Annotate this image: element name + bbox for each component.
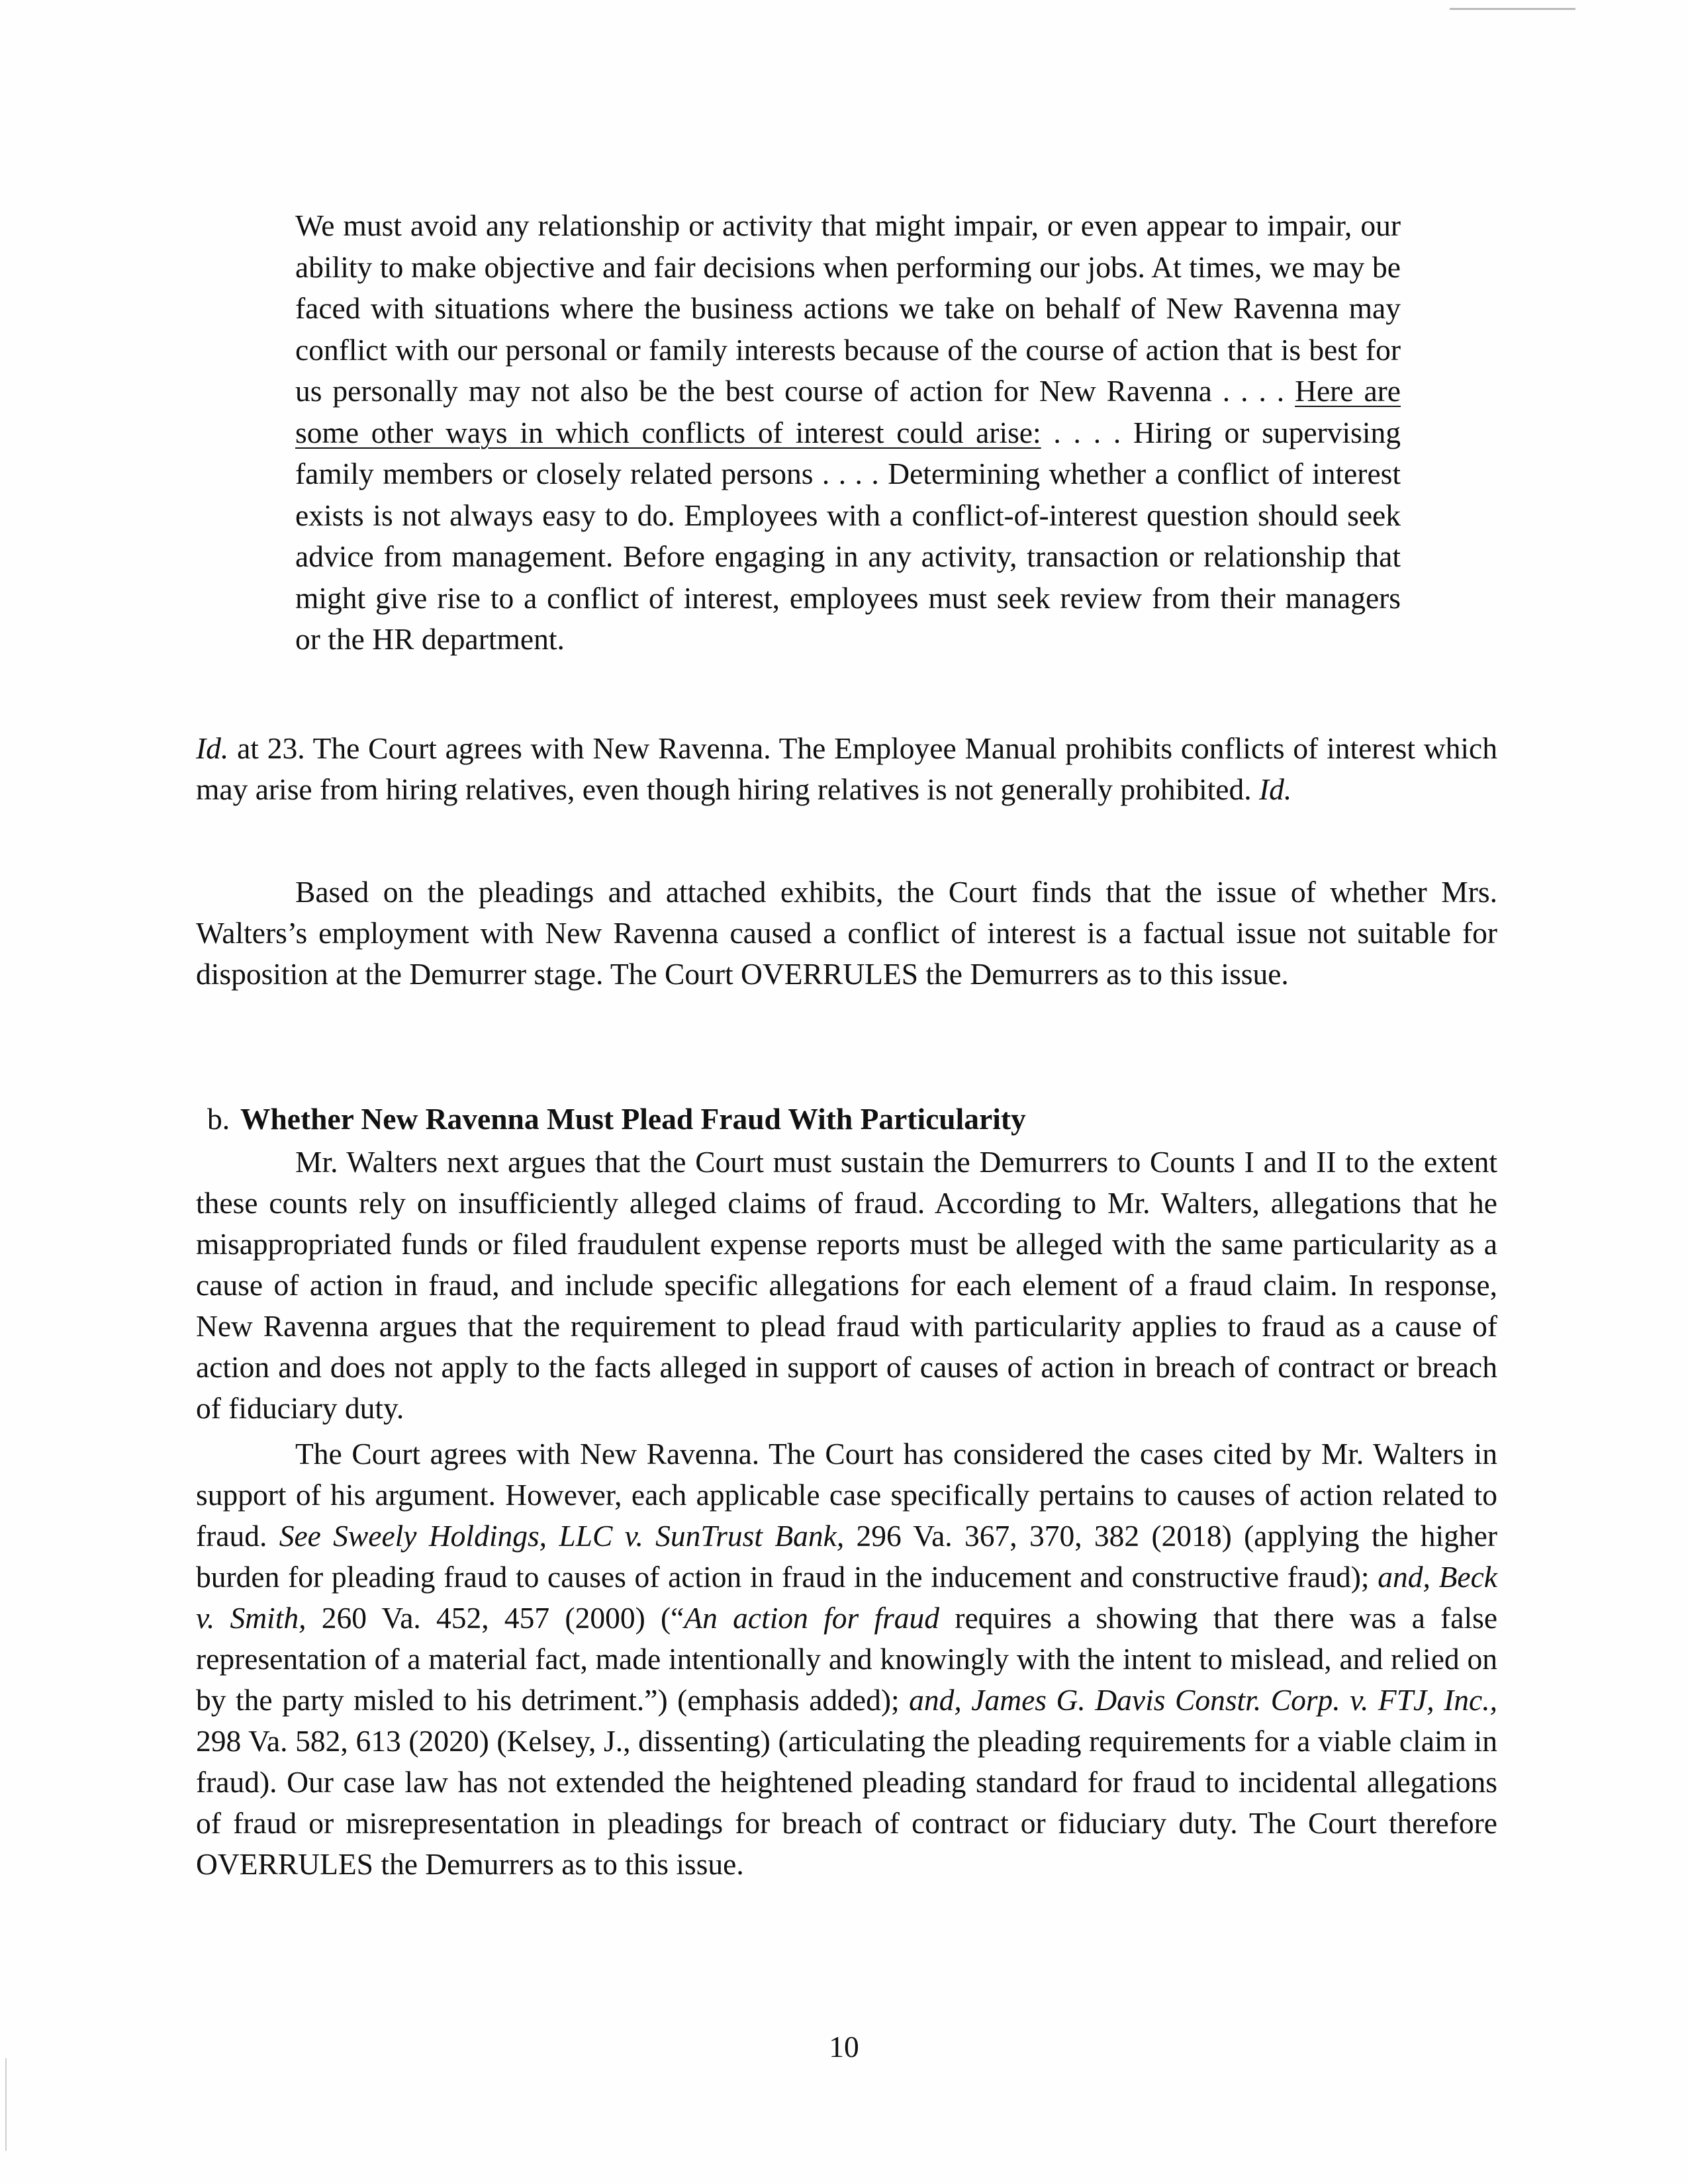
quote-text-part-2: . . . . Hiring or supervising family members or closely related persons . . . . Determining whether a conflict of interest exists is not always easy to do. Employees with a conflict-of-interest question should seek advice from management. Before engaging in any activity, transaction or relationship that might give rise to a conflict of interest, employees must seek review from their managers or the HR department. xyxy=(295,415,1401,656)
case-citation-beck: and, Beck v. Smith, xyxy=(196,1560,1497,1635)
paragraph-court-agrees xyxy=(196,1433,1497,1885)
court-text-1: The Court agrees with New Ravenna. The Court has considered the cases cited by Mr. Walters in support of his argument. However, each applicable case specifically pertains to causes of action related to fraud. xyxy=(196,1437,1497,1553)
page-number: 10 xyxy=(829,2030,859,2064)
court-text-3: 260 Va. 452, 457 (2000) (“ xyxy=(306,1601,684,1635)
case-citation-james-davis: and, James G. Davis Constr. Corp. v. FTJ, Inc., xyxy=(909,1683,1497,1717)
court-text-2: 296 Va. 367, 370, 382 (2018) (applying the higher burden for pleading fraud to causes of action in fraud in the inducement and constructive fraud); xyxy=(196,1519,1497,1594)
section-heading-b xyxy=(196,1099,1026,1140)
heading-number: b. xyxy=(207,1102,230,1136)
scan-artifact-top-line xyxy=(1450,8,1575,10)
case-citation-sweely: See Sweely Holdings, LLC v. SunTrust Bank, xyxy=(279,1519,845,1553)
quote-text-part-1: We must avoid any relationship or activity that might impair, or even appear to impair, our ability to make objective and fair decisions when performing our jobs. At times, we may be faced with situations where the business actions we take on behalf of New Ravenna may conflict with our personal or family interests because of the course of action that is best for us personally may not also be the best course of action for New Ravenna . . . . xyxy=(295,208,1401,408)
heading-title: Whether New Ravenna Must Plead Fraud With Particularity xyxy=(240,1102,1026,1136)
citation-id-end: Id. xyxy=(1258,772,1292,806)
quote-underlined-text: Here are some other ways in which conflicts of interest could arise: xyxy=(295,374,1401,449)
paragraph-pleadings: Based on the pleadings and attached exhibits, the Court finds that the issue of whether Mrs. Walters’s employment with New Ravenna caused a conflict of interest is a factual issue not suitable for disposition at the Demurrer stage. The Court OVERRULES the Demurrers as to this issue. xyxy=(196,875,1497,991)
scan-artifact-left-margin xyxy=(5,2058,7,2151)
paragraph-walters-argument: Mr. Walters next argues that the Court must sustain the Demurrers to Counts I and II to the extent these counts rely on insufficiently alleged claims of fraud. According to Mr. Walters, allegations that he misappropriated funds or filed fraudulent expense reports must be alleged with the same particularity as a cause of action in fraud, and include specific allegations for each element of a fraud claim. In response, New Ravenna argues that the requirement to plead fraud with particularity applies to fraud as a cause of action and does not apply to the facts alleged in support of causes of action in breach of contract or breach of fiduciary duty. xyxy=(196,1145,1497,1425)
citation-id: Id. xyxy=(196,731,229,765)
paragraph-id-at-23 xyxy=(196,728,1497,810)
court-text-4: requires a showing that there was a false representation of a material fact, made intentionally and knowingly with the intent to mislead, and relied on by the party misled to his detriment.”) (emphasis added); xyxy=(196,1601,1498,1717)
emphasis-action-for-fraud: An action for fraud xyxy=(684,1601,940,1635)
court-text-5: 298 Va. 582, 613 (2020) (Kelsey, J., dissenting) (articulating the pleading requirements for a viable claim in fraud). Our case law has not extended the heightened pleading standard for fraud to incidental allegations of fraud or misrepresentation in pleadings for breach of contract or fiduciary duty. The Court therefore OVERRULES the Demurrers as to this issue. xyxy=(196,1724,1497,1881)
paragraph-text: at 23. The Court agrees with New Ravenna. The Employee Manual prohibits conflicts of interest which may arise from hiring relatives, even though hiring relatives is not generally prohibited. xyxy=(196,731,1497,806)
block-quote-conflicts-of-interest xyxy=(295,205,1401,660)
